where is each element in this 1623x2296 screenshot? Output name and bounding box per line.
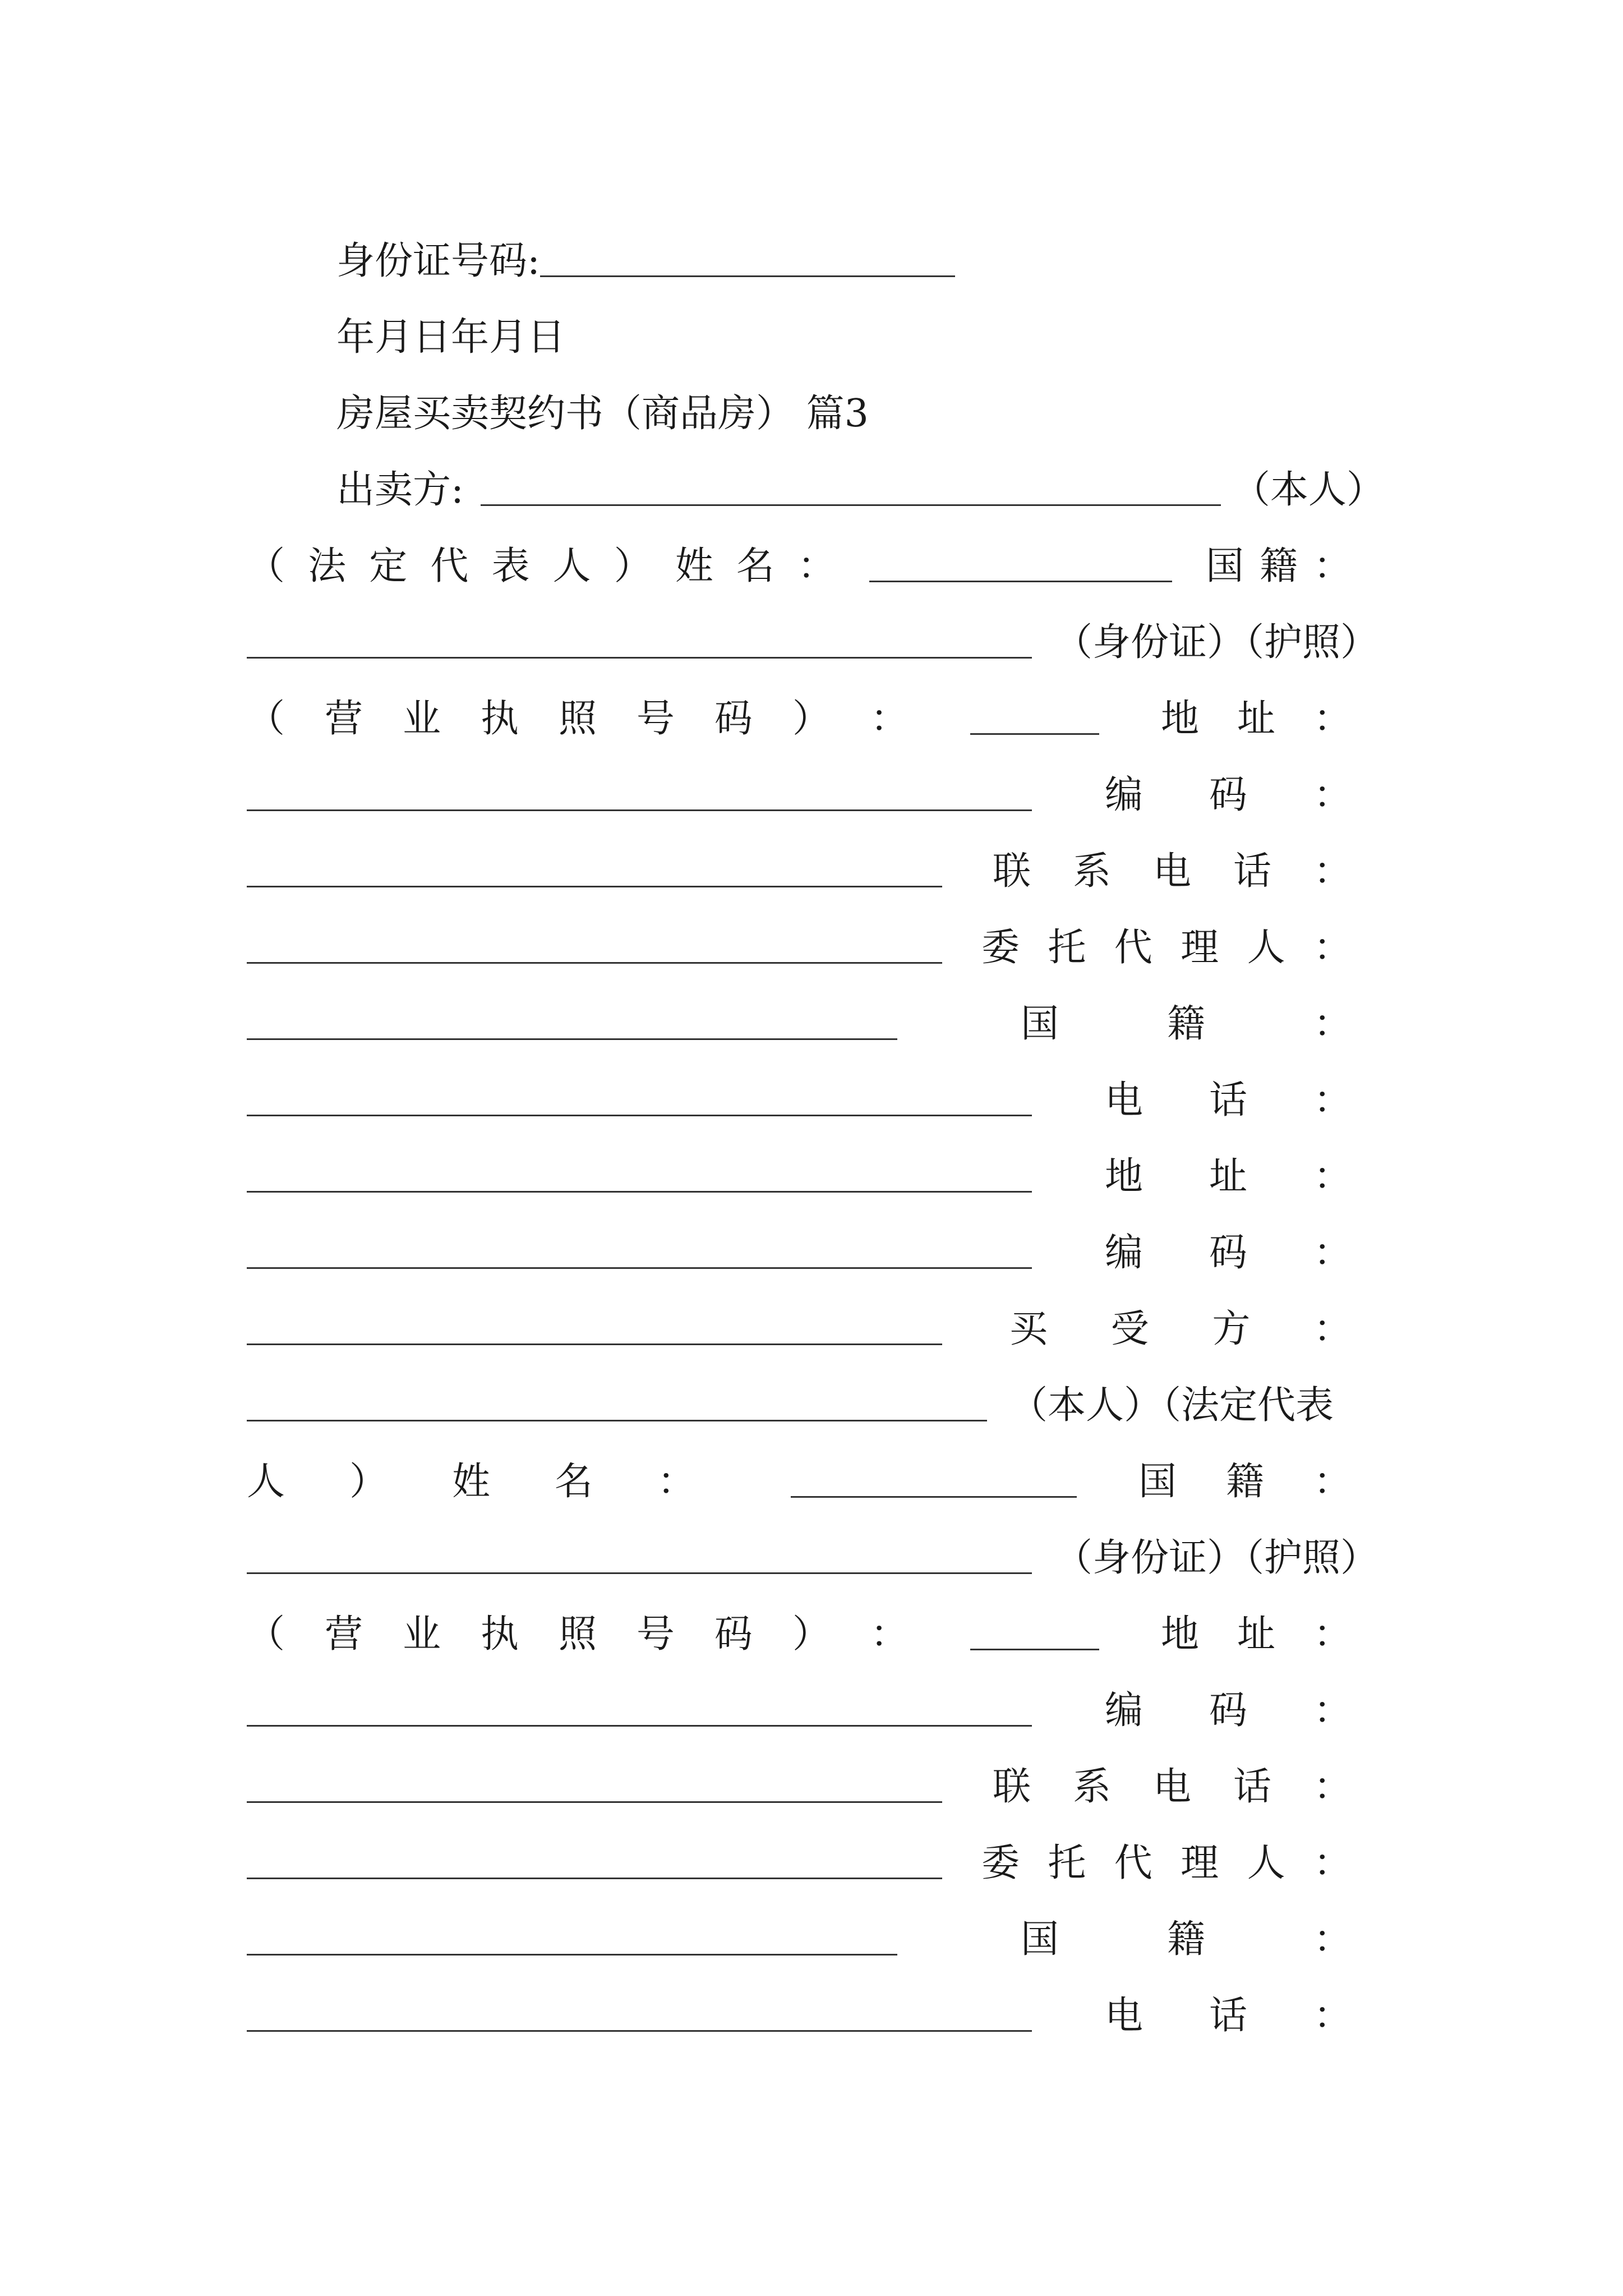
agent-name-blank[interactable] [247,1038,897,1040]
buyer-address-label: 地 址 ： [1161,1612,1352,1657]
agent-address-line [247,1129,1424,1199]
agent-nationality-blank[interactable] [247,1115,1032,1116]
id-number-label: 身份证号码: [336,239,540,283]
seller-address-blank[interactable] [247,809,1032,811]
id-number-line [336,213,1424,283]
nationality-label: 国 籍 ： [1206,544,1352,588]
buyer-agent-phone-label: 电 话 ： [1105,1994,1352,2038]
buyer-agent-nationality-label: 国 籍 ： [1021,1917,1352,1962]
seller-label: 出卖方: [336,468,464,512]
buyer-business-license-label: （ 营 业 执 照 号 码 ） ： [247,1612,909,1657]
agent-address-blank[interactable] [247,1267,1032,1269]
id-passport-label: （身份证）（护照） [1054,620,1379,665]
buyer-nationality-label: 国 籍 ： [1138,1460,1352,1504]
legal-rep-name-label: （ 法 定 代 表 人 ） 姓 名 ： [247,544,836,588]
seller-line [336,442,1424,512]
buyer-agent-line [247,1815,1424,1883]
seller-license-line [247,671,1424,741]
id-number-blank[interactable] [540,275,955,277]
address-label: 地 址 ： [1161,697,1352,741]
buyer-self-line [247,1358,1424,1428]
buyer-license-blank[interactable] [970,1649,1099,1650]
buyer-label: 买 受 方 ： [1009,1307,1352,1351]
buyer-agent-name-blank[interactable] [247,1954,897,1955]
buyer-blank[interactable] [247,1420,987,1421]
seller-phone-blank[interactable] [247,962,942,964]
buyer-id-passport-label: （身份证）（护照） [1054,1536,1379,1580]
buyer-license-line [247,1586,1424,1657]
buyer-agent-nationality-blank[interactable] [247,2030,1032,2032]
agent-nationality-label: 国 籍 ： [1021,1002,1352,1046]
buyer-id-line [247,1510,1424,1580]
contract-title [336,366,1424,436]
dates-line [336,289,1424,360]
buyer-self-legal-rep-label: （本人）（法定代表 [1009,1383,1334,1428]
buyer-nationality-blank[interactable] [247,1572,1032,1574]
buyer-postcode-blank[interactable] [247,1801,942,1803]
buyer-contact-phone-label: 联 系 电 话 ： [993,1765,1352,1809]
agent-postcode-line [247,1205,1424,1275]
business-license-label: （ 营 业 执 照 号 码 ） ： [247,697,909,741]
buyer-agent-phone-line [247,1968,1424,2038]
buyer-phone-line [247,1739,1424,1809]
buyer-postcode-label: 编 码 ： [1105,1688,1352,1733]
agent-phone-blank[interactable] [247,1191,1032,1193]
seller-phone-line [247,823,1424,894]
contract-title-text: 房屋买卖契约书（商品房） 篇3 [336,392,869,436]
buyer-name-blank[interactable] [791,1496,1077,1498]
buyer-phone-blank[interactable] [247,1878,942,1879]
agent-address-label: 地 址 ： [1105,1154,1352,1199]
agent-phone-line [247,1052,1424,1120]
dates-text: 年月日年月日 [336,315,566,360]
seller-license-blank[interactable] [970,733,1099,735]
agent-postcode-blank[interactable] [247,1343,942,1345]
buyer-name-line [247,1434,1424,1504]
buyer-address-blank[interactable] [247,1725,1032,1727]
buyer-postcode-line [247,1663,1424,1733]
agent-label: 委 托 代 理 人 ： [981,926,1352,970]
agent-postcode-label: 编 码 ： [1105,1231,1352,1275]
agent-phone-label: 电 话 ： [1105,1078,1352,1122]
seller-legal-rep-line [247,518,1424,586]
buyer-person-name-label: 人 ） 姓 名 ： [247,1460,695,1504]
seller-self-label: （本人） [1232,468,1385,512]
agent-nationality-line [247,976,1424,1046]
buyer-line [247,1281,1424,1349]
seller-id-line [247,595,1424,665]
contact-phone-label: 联 系 电 话 ： [993,849,1352,894]
seller-agent-line [247,900,1424,970]
seller-postcode-blank[interactable] [247,886,942,887]
seller-name-blank[interactable] [869,581,1172,582]
buyer-agent-nationality-line [247,1892,1424,1962]
buyer-agent-label: 委 托 代 理 人 ： [981,1841,1352,1885]
postcode-label: 编 码 ： [1105,773,1352,817]
seller-postcode-line [247,747,1424,815]
seller-nationality-blank[interactable] [247,657,1032,659]
seller-blank[interactable] [481,504,1221,506]
